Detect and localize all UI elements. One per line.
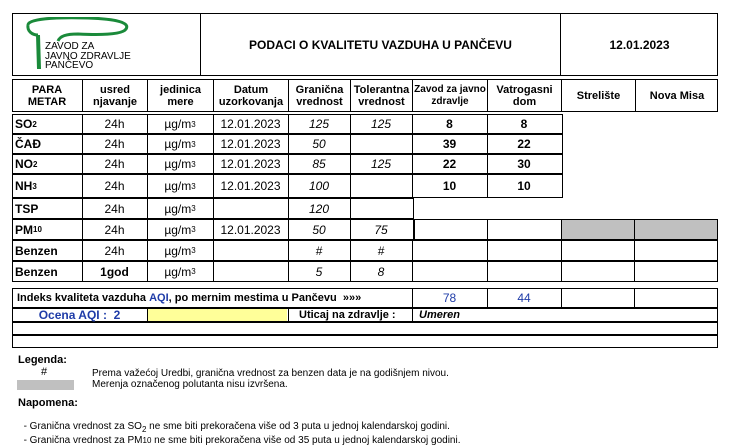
not-measured-cell-nova-misa — [635, 220, 717, 239]
col-header-avg: usred njavanje — [82, 79, 147, 112]
rating-color-cell — [148, 309, 287, 321]
grid-v-st1-lower — [487, 240, 488, 282]
row-nh3-limit: 100 — [308, 179, 330, 193]
row-benzen-24h-unit: µg/m 3 — [164, 243, 196, 258]
health-impact-label: Uticaj na zdravlje : — [299, 308, 396, 321]
col-header-param: PARA METAR — [27, 83, 67, 108]
row-no2-avg: 24h — [104, 157, 125, 171]
row-benzen-24h-limit: # — [315, 243, 323, 258]
logo-line-1: ZAVOD ZA — [45, 41, 95, 52]
row-no2-limit: 85 — [312, 157, 326, 171]
row-tsp-avg: 24h — [104, 201, 125, 216]
aqi-value-vatrogasni: 44 — [517, 291, 531, 305]
aqi-rating-label: Ocena AQI : 2 — [38, 307, 121, 322]
report-date: 12.01.2023 — [609, 37, 670, 52]
logo-line-2: JAVNO ZDRAVLJE — [45, 50, 131, 62]
grid-v-st2-lower — [561, 240, 562, 282]
row-benzen-1god-limit: 5 — [315, 264, 323, 279]
legend-hash-text: Prema važećoj Uredbi, granična vrednost za benzen data je na godišnjem nivou. — [92, 368, 449, 379]
row-so2-tolerance: 125 — [370, 117, 392, 131]
row-cad-station-zavod: 39 — [442, 137, 457, 151]
row-benzen-1god-avg: 1god — [100, 264, 129, 279]
row-no2-unit: µg/m 3 — [164, 157, 196, 171]
row-nh3-station-zavod: 10 — [442, 179, 457, 193]
grid-v-tol-lower — [412, 240, 413, 282]
pm10-stations-divider-1 — [487, 219, 488, 240]
rating-divider-1 — [147, 308, 148, 322]
note-so2: - Granična vrednost za $SO_2$ ne sme biti prekoračena više od 3 puta u jednoj kalendarskoj godini. — [23, 421, 450, 434]
blank-row-2 — [12, 335, 718, 348]
row-tsp-limit: 120 — [308, 201, 330, 216]
rating-divider-3 — [412, 308, 413, 322]
row-cad-tolerance — [350, 134, 412, 154]
aqi-label: Indeks kvaliteta vazduha AQI , po mernim mestima u Pančevu »»» — [17, 292, 362, 304]
row-benzen-1god-tolerance: 8 — [377, 264, 385, 279]
row-cad-avg: 24h — [104, 137, 125, 151]
col-header-unit: jedinica mere — [147, 79, 213, 112]
row-pm10-param: PM 10 — [15, 222, 42, 237]
health-impact-value: Umeren — [419, 308, 460, 321]
col-header-station-vatrogasni: Vatrogasni dom — [487, 79, 561, 112]
row-no2-date: 12.01.2023 — [220, 157, 281, 171]
pm10-stations-divider-2 — [561, 219, 562, 240]
row-pm10-tolerance: 75 — [374, 222, 388, 237]
legend-gray-text: Merenja označenog polutanta nisu izvršena. — [92, 379, 288, 390]
row-benzen-1god-param: Benzen — [15, 264, 58, 279]
row-benzen-24h-avg: 24h — [104, 243, 125, 258]
row-cad-unit: µg/m 3 — [164, 137, 196, 151]
col-header-station-streliste: Strelište — [561, 79, 635, 112]
row-pm10-date: 12.01.2023 — [220, 222, 281, 237]
row-so2-date: 12.01.2023 — [220, 117, 281, 131]
row-cad-limit: 50 — [312, 137, 326, 151]
row-benzen-24h-param: Benzen — [15, 243, 58, 258]
notes-title: Napomena: — [18, 397, 78, 409]
row-nh3-tolerance — [350, 174, 412, 198]
aqi-value-zavod: 78 — [442, 291, 457, 305]
row-no2-station-vatrogasni: 30 — [517, 157, 531, 171]
grid-v-st3-lower — [634, 240, 635, 282]
row-cad-date: 12.01.2023 — [220, 137, 281, 151]
col-header-station-nova-misa: Nova Misa — [635, 79, 718, 112]
row-pm10-avg: 24h — [104, 222, 125, 237]
col-header-tolerance: Tolerantna vrednost — [350, 79, 412, 112]
not-measured-cell-streliste — [561, 220, 634, 239]
row-so2-param: SO 2 — [15, 117, 37, 131]
legend-hash-symbol: # — [41, 366, 48, 378]
legend-gray-swatch — [17, 380, 74, 390]
col-header-limit: Granična vrednost — [288, 79, 350, 112]
row-no2-station-zavod: 22 — [442, 157, 457, 171]
row-pm10-unit: µg/m 3 — [164, 222, 196, 237]
row-nh3-avg: 24h — [104, 179, 125, 193]
row-so2-unit: µg/m 3 — [164, 117, 196, 131]
blank-row-1 — [12, 322, 718, 335]
row-no2-tolerance: 125 — [370, 157, 392, 171]
row-so2-limit: 125 — [308, 117, 330, 131]
row-so2-avg: 24h — [104, 117, 125, 131]
row-no2-param: NO 2 — [15, 157, 38, 171]
row-so2-station-zavod: 8 — [446, 117, 453, 131]
page-title: PODACI O KVALITETU VAZDUHA U PANČEVU — [249, 37, 512, 52]
aqi-divider-3 — [561, 288, 562, 308]
row-nh3-station-vatrogasni: 10 — [517, 179, 531, 193]
note-pm10: - Granična vrednost za PM10 ne sme biti prekoračena više od 35 puta u jednoj kalendarskoj godini. — [23, 435, 461, 446]
row-cad-param: ČAĐ — [15, 137, 41, 151]
row-so2-station-vatrogasni: 8 — [520, 117, 528, 131]
row-nh3-unit: µg/m 3 — [164, 179, 196, 193]
row-tsp-param: TSP — [15, 201, 39, 216]
row-tsp-unit: µg/m 3 — [164, 201, 196, 216]
row-nh3-date: 12.01.2023 — [220, 179, 281, 193]
rating-divider-2 — [288, 308, 289, 322]
row-benzen-24h-tolerance: # — [377, 243, 385, 258]
col-header-station-zavod: Zavod za javno zdravlje — [412, 79, 487, 112]
row-cad-station-vatrogasni: 22 — [517, 137, 531, 151]
logo-line-3: PANČEVO — [45, 60, 94, 71]
institute-logo — [18, 17, 193, 72]
row-nh3-param: NH 3 — [15, 179, 37, 193]
col-header-date: Datum uzorkovanja — [213, 79, 288, 112]
row-benzen-1god-unit: µg/m 3 — [164, 264, 196, 279]
pm10-stations-divider-3 — [634, 219, 635, 240]
aqi-divider-4 — [634, 288, 635, 308]
legend-title: Legenda: — [18, 354, 67, 366]
row-pm10-limit: 50 — [312, 222, 326, 237]
